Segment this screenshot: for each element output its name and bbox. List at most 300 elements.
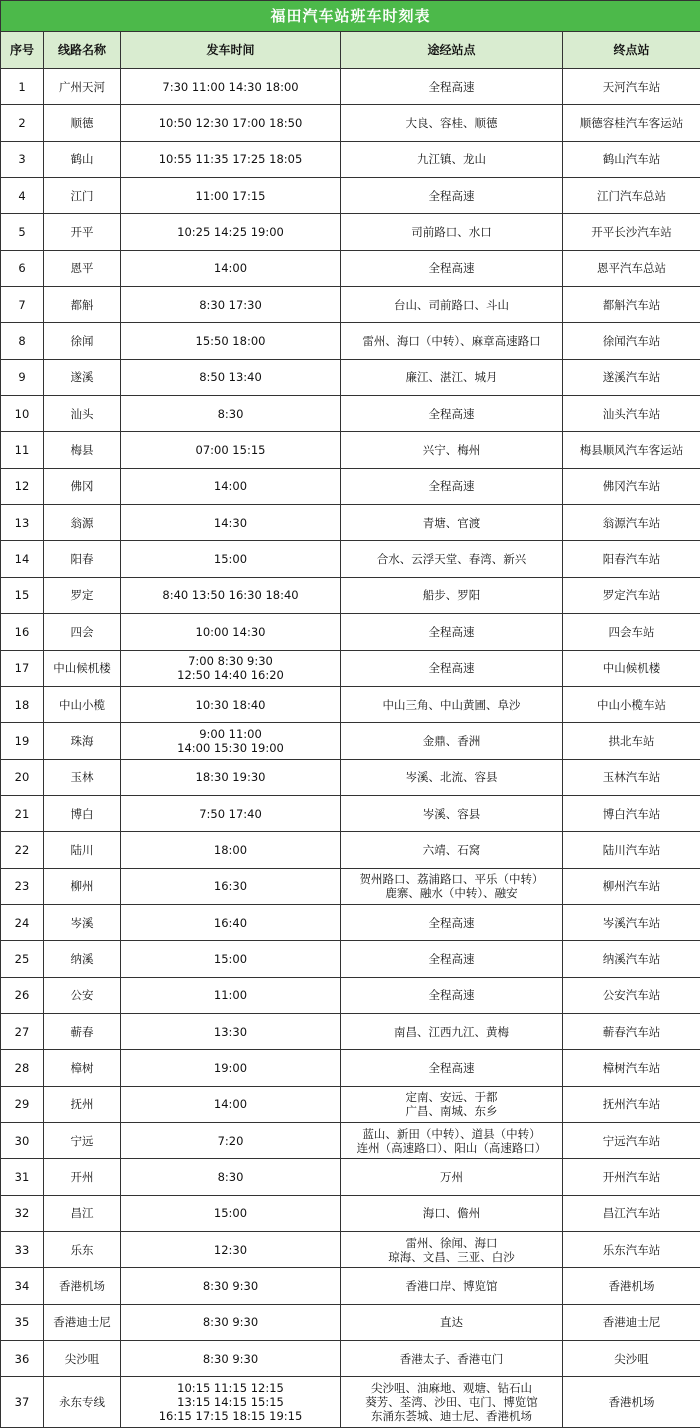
departure-times-line: 16:30 (213, 879, 248, 894)
header-route-name: 线路名称 (44, 32, 121, 69)
via-stops-line: 青塘、官渡 (422, 515, 481, 530)
departure-times-line: 7:20 (217, 1133, 244, 1148)
row-index: 4 (1, 178, 44, 214)
table-row (1, 1195, 700, 1231)
route-name: 遂溪 (44, 359, 121, 395)
via-stops (341, 141, 563, 177)
via-stops (341, 323, 563, 359)
table-row (1, 577, 700, 613)
table-row (1, 1086, 700, 1122)
row-index: 36 (1, 1341, 44, 1377)
row-index: 21 (1, 795, 44, 831)
route-name: 翁源 (44, 505, 121, 541)
table-row (1, 432, 700, 468)
table-row (1, 650, 700, 686)
departure-times-line: 8:30 17:30 (199, 297, 262, 312)
route-name: 广州天河 (44, 69, 121, 105)
departure-times (121, 941, 341, 977)
via-stops-line: 鹿寨、融水（中转）、融安 (385, 886, 518, 901)
table-row (1, 287, 700, 323)
table-row (1, 541, 700, 577)
row-index: 34 (1, 1268, 44, 1304)
row-index: 8 (1, 323, 44, 359)
route-name: 汕头 (44, 396, 121, 432)
departure-times-line: 8:30 9:30 (202, 1351, 259, 1366)
departure-times-line: 11:00 (213, 988, 248, 1003)
row-index: 10 (1, 396, 44, 432)
table-row (1, 1341, 700, 1377)
via-stops-line: 尖沙咀、油麻地、观塘、钻石山 (371, 1381, 532, 1396)
table-row (1, 178, 700, 214)
departure-times (121, 759, 341, 795)
departure-times (121, 250, 341, 286)
departure-times-line: 8:30 9:30 (202, 1315, 259, 1330)
row-index: 18 (1, 686, 44, 722)
departure-times (121, 904, 341, 940)
header-row (1, 32, 700, 69)
via-stops-line: 全程高速 (428, 951, 475, 966)
table-row (1, 686, 700, 722)
via-stops (341, 468, 563, 504)
row-index: 29 (1, 1086, 44, 1122)
route-name: 江门 (44, 178, 121, 214)
via-stops-line: 九江镇、龙山 (417, 152, 486, 167)
via-stops (341, 1304, 563, 1340)
row-index: 37 (1, 1377, 44, 1428)
via-stops (341, 250, 563, 286)
departure-times (121, 1086, 341, 1122)
route-name: 香港机场 (44, 1268, 121, 1304)
table-row (1, 214, 700, 250)
via-stops (341, 795, 563, 831)
departure-times-line: 15:00 (213, 552, 248, 567)
table-row (1, 614, 700, 650)
terminal-station: 香港机场 (563, 1268, 700, 1304)
terminal-station: 中山小榄车站 (563, 686, 700, 722)
via-stops-line: 雷州、海口（中转）、麻章高速路口 (362, 334, 541, 349)
via-stops-line: 船步、罗阳 (422, 588, 481, 603)
route-name: 徐闻 (44, 323, 121, 359)
departure-times (121, 468, 341, 504)
departure-times (121, 650, 341, 686)
departure-times-line: 10:00 14:30 (195, 624, 266, 639)
departure-times-line: 14:30 (213, 515, 248, 530)
terminal-station: 昌江汽车站 (563, 1195, 700, 1231)
row-index: 15 (1, 577, 44, 613)
row-index: 17 (1, 650, 44, 686)
departure-times-line: 12:30 (213, 1242, 248, 1257)
departure-times-line: 15:50 18:00 (195, 334, 266, 349)
departure-times (121, 1050, 341, 1086)
route-name: 开州 (44, 1159, 121, 1195)
row-index: 24 (1, 904, 44, 940)
terminal-station: 香港机场 (563, 1377, 700, 1428)
departure-times-line: 07:00 15:15 (195, 443, 266, 458)
departure-times-line: 14:00 (213, 479, 248, 494)
via-stops-line: 廉江、湛江、城月 (405, 370, 498, 385)
terminal-station: 梅县顺风汽车客运站 (563, 432, 700, 468)
departure-times (121, 359, 341, 395)
table-row (1, 1122, 700, 1158)
route-name: 博白 (44, 795, 121, 831)
table-row (1, 977, 700, 1013)
terminal-station: 四会车站 (563, 614, 700, 650)
via-stops-line: 琼海、文昌、三亚、白沙 (388, 1249, 515, 1264)
terminal-station: 尖沙咀 (563, 1341, 700, 1377)
row-index: 13 (1, 505, 44, 541)
via-stops (341, 287, 563, 323)
via-stops-line: 蓝山、新田（中转）、道县（中转） (362, 1126, 541, 1141)
row-index: 6 (1, 250, 44, 286)
route-name: 都斛 (44, 287, 121, 323)
departure-times (121, 577, 341, 613)
terminal-station: 江门汽车总站 (563, 178, 700, 214)
departure-times-line: 8:30 (217, 406, 244, 421)
via-stops (341, 359, 563, 395)
via-stops-line: 司前路口、水口 (411, 225, 492, 240)
via-stops-line: 台山、司前路口、斗山 (394, 297, 509, 312)
table-row (1, 868, 700, 904)
departure-times-line: 18:30 19:30 (195, 770, 266, 785)
row-index: 28 (1, 1050, 44, 1086)
via-stops-line: 连州（高速路口）、阳山（高速路口） (356, 1140, 547, 1155)
terminal-station: 公安汽车站 (563, 977, 700, 1013)
terminal-station: 汕头汽车站 (563, 396, 700, 432)
terminal-station: 罗定汽车站 (563, 577, 700, 613)
terminal-station: 阳春汽车站 (563, 541, 700, 577)
route-name: 永东专线 (44, 1377, 121, 1428)
via-stops-line: 全程高速 (428, 915, 475, 930)
table-row (1, 1050, 700, 1086)
via-stops-line: 全程高速 (428, 479, 475, 494)
terminal-station: 乐东汽车站 (563, 1232, 700, 1268)
table-row (1, 1268, 700, 1304)
table-row (1, 723, 700, 759)
table-row (1, 832, 700, 868)
table-row (1, 505, 700, 541)
route-name: 抚州 (44, 1086, 121, 1122)
via-stops-line: 广昌、南城、东乡 (405, 1104, 498, 1119)
departure-times (121, 1013, 341, 1049)
via-stops-line: 岑溪、容县 (422, 806, 481, 821)
departure-times-line: 8:40 13:50 16:30 18:40 (162, 588, 299, 603)
route-name: 蕲春 (44, 1013, 121, 1049)
table-row (1, 1304, 700, 1340)
terminal-station: 佛冈汽车站 (563, 468, 700, 504)
via-stops-line: 全程高速 (428, 1060, 475, 1075)
departure-times-line: 15:00 (213, 1206, 248, 1221)
departure-times (121, 214, 341, 250)
route-name: 开平 (44, 214, 121, 250)
departure-times (121, 432, 341, 468)
via-stops-line: 合水、云浮天堂、春湾、新兴 (376, 552, 527, 567)
via-stops (341, 832, 563, 868)
via-stops-line: 全程高速 (428, 261, 475, 276)
terminal-station: 天河汽车站 (563, 69, 700, 105)
row-index: 5 (1, 214, 44, 250)
departure-times (121, 505, 341, 541)
table-row (1, 250, 700, 286)
terminal-station: 岑溪汽车站 (563, 904, 700, 940)
row-index: 26 (1, 977, 44, 1013)
via-stops (341, 1232, 563, 1268)
departure-times-line: 9:00 11:00 (199, 726, 262, 741)
via-stops (341, 396, 563, 432)
table-row (1, 904, 700, 940)
timetable-title: 福田汽车站班车时刻表 (1, 1, 700, 32)
via-stops (341, 1122, 563, 1158)
row-index: 11 (1, 432, 44, 468)
table-row (1, 1159, 700, 1195)
route-name: 纳溪 (44, 941, 121, 977)
departure-times-line: 8:50 13:40 (199, 370, 262, 385)
via-stops (341, 650, 563, 686)
route-name: 中山小榄 (44, 686, 121, 722)
row-index: 22 (1, 832, 44, 868)
via-stops-line: 直达 (440, 1315, 463, 1330)
table-row (1, 941, 700, 977)
via-stops-line: 全程高速 (428, 661, 475, 676)
via-stops (341, 105, 563, 141)
via-stops (341, 505, 563, 541)
departure-times (121, 541, 341, 577)
terminal-station: 恩平汽车总站 (563, 250, 700, 286)
departure-times-line: 19:00 (213, 1060, 248, 1075)
route-name: 香港迪士尼 (44, 1304, 121, 1340)
row-index: 1 (1, 69, 44, 105)
departure-times (121, 1232, 341, 1268)
terminal-station: 都斛汽车站 (563, 287, 700, 323)
table-row (1, 69, 700, 105)
departure-times-line: 13:30 (213, 1024, 248, 1039)
row-index: 31 (1, 1159, 44, 1195)
departure-times (121, 287, 341, 323)
row-index: 12 (1, 468, 44, 504)
via-stops (341, 977, 563, 1013)
terminal-station: 香港迪士尼 (563, 1304, 700, 1340)
route-name: 中山候机楼 (44, 650, 121, 686)
timetable-body (1, 69, 700, 1428)
via-stops-line: 全程高速 (428, 624, 475, 639)
table-row (1, 1013, 700, 1049)
via-stops (341, 904, 563, 940)
route-name: 乐东 (44, 1232, 121, 1268)
departure-times (121, 795, 341, 831)
row-index: 3 (1, 141, 44, 177)
via-stops-line: 万州 (440, 1169, 463, 1184)
via-stops (341, 759, 563, 795)
via-stops-line: 六靖、石窝 (422, 842, 481, 857)
departure-times (121, 178, 341, 214)
departure-times-line: 18:00 (213, 842, 248, 857)
departure-times (121, 1377, 341, 1428)
departure-times-line: 8:30 (217, 1169, 244, 1184)
row-index: 7 (1, 287, 44, 323)
terminal-station: 柳州汽车站 (563, 868, 700, 904)
terminal-station: 顺德容桂汽车客运站 (563, 105, 700, 141)
via-stops-line: 雷州、徐闻、海口 (405, 1235, 498, 1250)
departure-times-line: 10:55 11:35 17:25 18:05 (158, 152, 303, 167)
departure-times (121, 832, 341, 868)
departure-times (121, 1304, 341, 1340)
terminal-station: 开州汽车站 (563, 1159, 700, 1195)
terminal-station: 鹤山汽车站 (563, 141, 700, 177)
route-name: 岑溪 (44, 904, 121, 940)
via-stops-line: 大良、容桂、顺德 (405, 116, 498, 131)
departure-times-line: 14:00 (213, 1097, 248, 1112)
route-name: 柳州 (44, 868, 121, 904)
departure-times (121, 323, 341, 359)
via-stops (341, 686, 563, 722)
row-index: 32 (1, 1195, 44, 1231)
row-index: 30 (1, 1122, 44, 1158)
via-stops-line: 香港口岸、博览馆 (405, 1279, 498, 1294)
via-stops (341, 1377, 563, 1428)
terminal-station: 遂溪汽车站 (563, 359, 700, 395)
departure-times-line: 7:00 8:30 9:30 (188, 654, 273, 669)
via-stops (341, 614, 563, 650)
route-name: 尖沙咀 (44, 1341, 121, 1377)
via-stops (341, 432, 563, 468)
via-stops (341, 214, 563, 250)
route-name: 梅县 (44, 432, 121, 468)
departure-times (121, 686, 341, 722)
row-index: 19 (1, 723, 44, 759)
terminal-station: 开平长沙汽车站 (563, 214, 700, 250)
terminal-station: 翁源汽车站 (563, 505, 700, 541)
via-stops (341, 1050, 563, 1086)
header-terminal: 终点站 (563, 32, 700, 69)
departure-times (121, 614, 341, 650)
terminal-station: 纳溪汽车站 (563, 941, 700, 977)
via-stops-line: 东涌东荟城、迪士尼、香港机场 (371, 1409, 532, 1424)
row-index: 9 (1, 359, 44, 395)
route-name: 阳春 (44, 541, 121, 577)
row-index: 23 (1, 868, 44, 904)
departure-times-line: 12:50 14:40 16:20 (177, 668, 284, 683)
departure-times-line: 14:00 (213, 261, 248, 276)
departure-times-line: 7:30 11:00 14:30 18:00 (162, 79, 299, 94)
table-row (1, 759, 700, 795)
departure-times (121, 105, 341, 141)
via-stops-line: 岑溪、北流、容县 (405, 770, 498, 785)
header-departure-time: 发车时间 (121, 32, 341, 69)
via-stops (341, 868, 563, 904)
terminal-station: 陆川汽车站 (563, 832, 700, 868)
terminal-station: 宁远汽车站 (563, 1122, 700, 1158)
via-stops-line: 兴宁、梅州 (422, 443, 481, 458)
row-index: 16 (1, 614, 44, 650)
via-stops (341, 1268, 563, 1304)
via-stops-line: 葵芳、荃湾、沙田、屯门、博览馆 (365, 1395, 538, 1410)
row-index: 33 (1, 1232, 44, 1268)
route-name: 昌江 (44, 1195, 121, 1231)
via-stops (341, 941, 563, 977)
departure-times-line: 15:00 (213, 951, 248, 966)
row-index: 2 (1, 105, 44, 141)
departure-times (121, 1195, 341, 1231)
via-stops-line: 香港太子、香港屯门 (399, 1351, 504, 1366)
departure-times-line: 7:50 17:40 (199, 806, 262, 821)
departure-times-line: 14:00 15:30 19:00 (177, 740, 284, 755)
departure-times-line: 10:50 12:30 17:00 18:50 (158, 116, 303, 131)
via-stops (341, 723, 563, 759)
row-index: 25 (1, 941, 44, 977)
route-name: 宁远 (44, 1122, 121, 1158)
terminal-station: 抚州汽车站 (563, 1086, 700, 1122)
route-name: 四会 (44, 614, 121, 650)
table-row (1, 795, 700, 831)
route-name: 佛冈 (44, 468, 121, 504)
terminal-station: 拱北车站 (563, 723, 700, 759)
route-name: 珠海 (44, 723, 121, 759)
table-row (1, 141, 700, 177)
route-name: 顺德 (44, 105, 121, 141)
via-stops (341, 1086, 563, 1122)
table-row (1, 105, 700, 141)
via-stops (341, 1013, 563, 1049)
terminal-station: 樟树汽车站 (563, 1050, 700, 1086)
via-stops (341, 178, 563, 214)
departure-times-line: 10:15 11:15 12:15 (177, 1381, 284, 1396)
table-row (1, 1377, 700, 1428)
via-stops-line: 海口、儋州 (422, 1206, 481, 1221)
row-index: 35 (1, 1304, 44, 1340)
departure-times-line: 8:30 9:30 (202, 1279, 259, 1294)
departure-times (121, 1341, 341, 1377)
via-stops-line: 全程高速 (428, 988, 475, 1003)
departure-times-line: 13:15 14:15 15:15 (177, 1395, 284, 1410)
route-name: 鹤山 (44, 141, 121, 177)
departure-times (121, 396, 341, 432)
table-row (1, 1232, 700, 1268)
departure-times (121, 723, 341, 759)
via-stops (341, 1195, 563, 1231)
header-index: 序号 (1, 32, 44, 69)
departure-times-line: 11:00 17:15 (195, 188, 266, 203)
table-row (1, 396, 700, 432)
via-stops-line: 贺州路口、荔浦路口、平乐（中转） (359, 872, 544, 887)
terminal-station: 徐闻汽车站 (563, 323, 700, 359)
via-stops (341, 1341, 563, 1377)
terminal-station: 中山候机楼 (563, 650, 700, 686)
departure-times-line: 16:15 17:15 18:15 19:15 (158, 1409, 303, 1424)
table-row (1, 323, 700, 359)
header-via-stops: 途经站点 (341, 32, 563, 69)
via-stops-line: 全程高速 (428, 406, 475, 421)
departure-times (121, 1268, 341, 1304)
row-index: 20 (1, 759, 44, 795)
table-row (1, 468, 700, 504)
via-stops (341, 541, 563, 577)
route-name: 陆川 (44, 832, 121, 868)
route-name: 玉林 (44, 759, 121, 795)
via-stops-line: 南昌、江西九江、黄梅 (394, 1024, 509, 1039)
row-index: 27 (1, 1013, 44, 1049)
departure-times-line: 16:40 (213, 915, 248, 930)
departure-times (121, 1122, 341, 1158)
route-name: 公安 (44, 977, 121, 1013)
via-stops (341, 577, 563, 613)
departure-times (121, 141, 341, 177)
via-stops (341, 69, 563, 105)
route-name: 樟树 (44, 1050, 121, 1086)
via-stops (341, 1159, 563, 1195)
via-stops-line: 全程高速 (428, 188, 475, 203)
departure-times-line: 10:25 14:25 19:00 (177, 225, 284, 240)
terminal-station: 博白汽车站 (563, 795, 700, 831)
departure-times (121, 69, 341, 105)
